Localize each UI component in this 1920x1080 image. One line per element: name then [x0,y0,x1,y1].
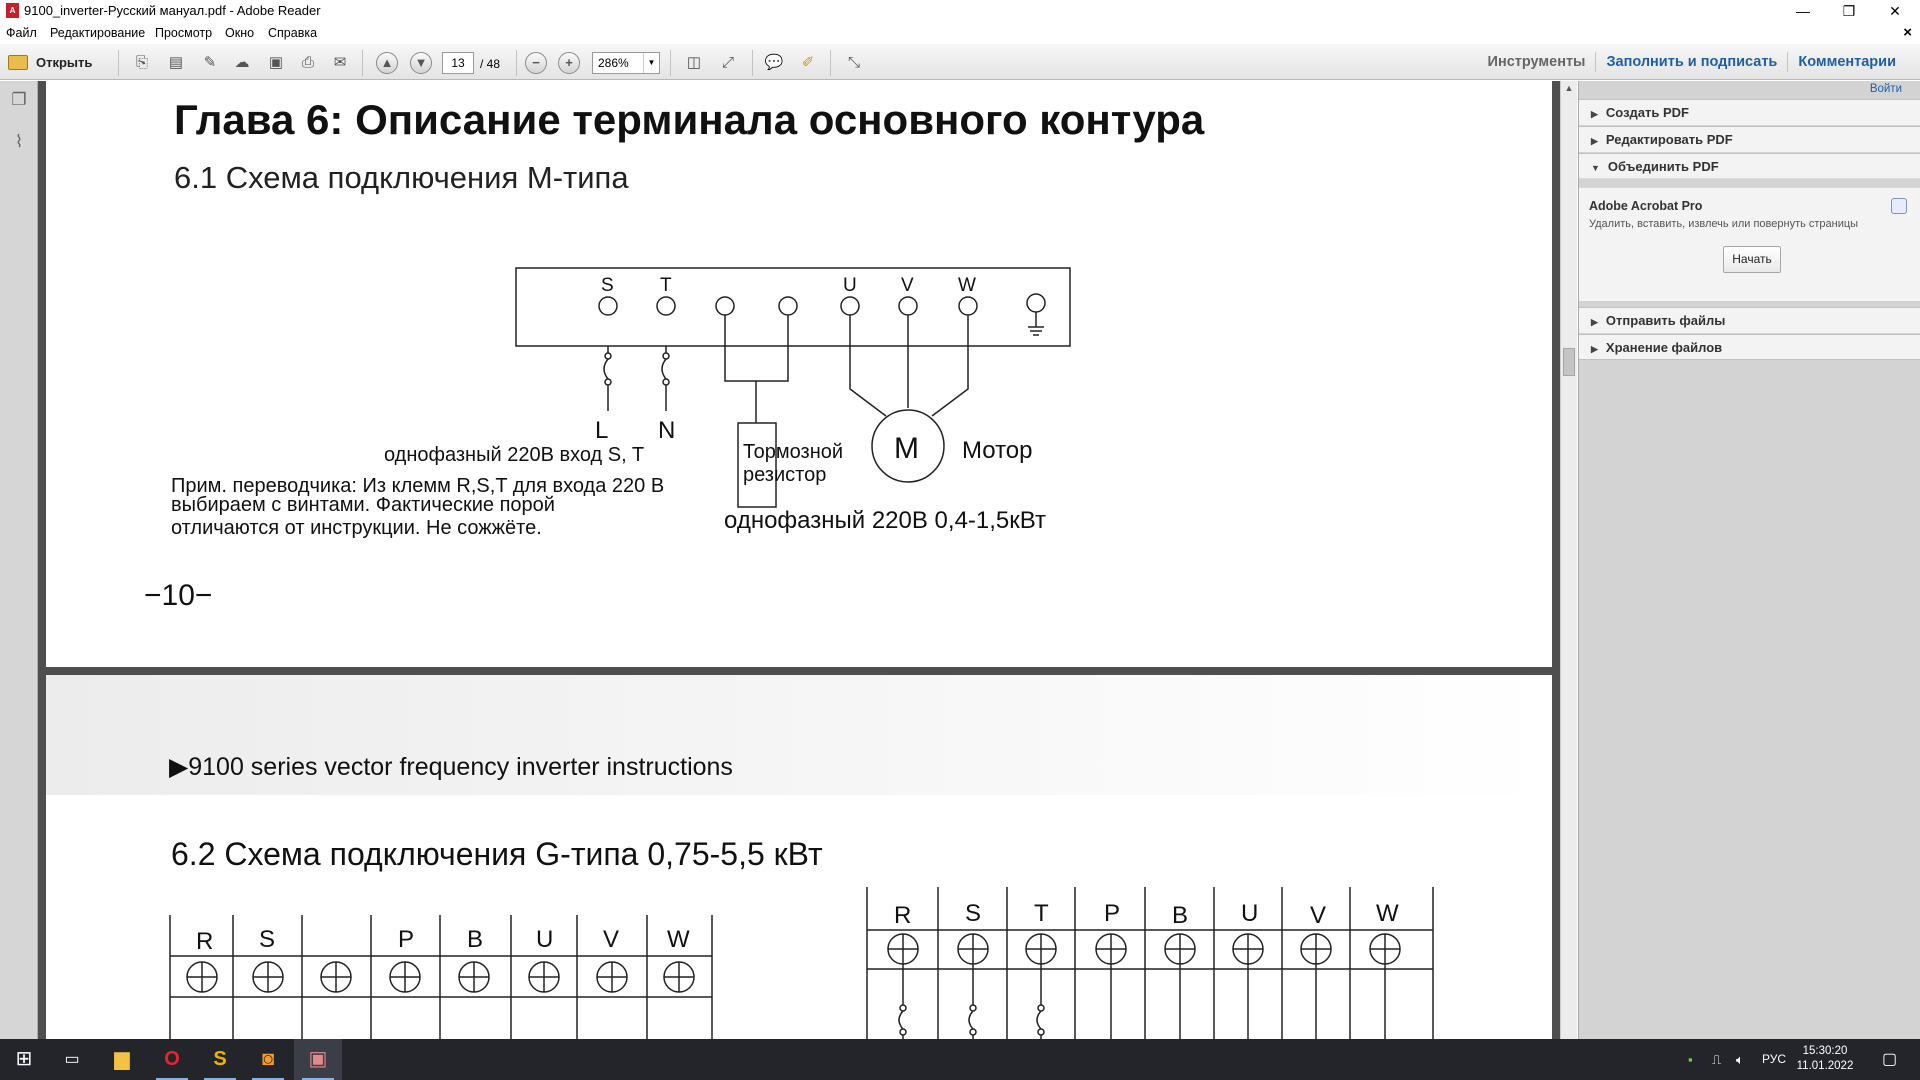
brake-label-1: Тормозной [743,441,844,463]
navigation-pane [0,81,38,1039]
print-icon[interactable]: ⎙ [301,54,314,71]
label-t: T [660,275,672,296]
product-name: Adobe Acrobat Pro [1589,199,1703,213]
zoom-out-icon[interactable]: − [525,52,547,74]
motor-label: Мотор [962,437,1033,464]
terminal-ground [1027,294,1045,312]
chevron-down-icon: ▼ [1591,163,1600,173]
col-header: P [1104,900,1121,927]
start-button[interactable]: Начать [1723,246,1781,273]
page-thumbnails-icon[interactable]: ❐ [11,90,27,109]
section-title: 6.1 Схема подключения M-типа [174,160,629,195]
section-label: Объединить PDF [1607,159,1719,174]
brake-wire [725,315,788,381]
label-w: W [958,275,976,296]
terminal-s [599,297,617,315]
chevron-right-icon: ▶ [1591,344,1598,354]
combine-icon[interactable]: ▤ [168,54,184,71]
switch-contact [605,379,611,385]
fill-sign-link[interactable]: Заполнить и подписать [1606,54,1778,70]
document-close-icon[interactable]: × [1903,24,1912,41]
section-label: Отправить файлы [1605,313,1726,328]
translator-note-1: Прим. переводчика: Из клемм R,S,T для входа 220 В [171,475,665,497]
cloud-upload-icon[interactable]: ☁ [234,54,250,71]
col-header: V [603,926,620,953]
notifications-icon[interactable]: ▢ [1882,1051,1898,1068]
section-label: Редактировать PDF [1605,132,1733,147]
col-header: S [259,926,276,953]
power-note: однофазный 220В 0,4-1,5кВт [724,507,1046,534]
brake-label-2: резистор [743,464,827,486]
zoom-select[interactable] [592,52,660,74]
file-explorer-icon[interactable]: ▆ [114,1048,130,1070]
label-u: U [843,275,857,296]
volume-icon[interactable]: 🔈︎ [1736,1052,1744,1067]
col-header: B [1172,902,1189,929]
motor-wire-u [850,315,886,416]
tools-link[interactable]: Инструменты [1487,54,1586,70]
input-note: однофазный 220В вход S, T [384,444,645,466]
login-link[interactable]: Войти [1869,83,1902,95]
menu-view[interactable]: Просмотр [155,26,213,40]
minimize-button[interactable]: — [1796,3,1810,19]
zoom-in-icon[interactable]: + [558,52,580,74]
highlight-icon[interactable]: ✐ [801,54,815,71]
chevron-right-icon: ▶ [1591,136,1598,146]
tools-panel [1578,81,1920,1039]
menu-edit[interactable]: Редактирование [50,26,146,40]
combine-pdf-content [1579,187,1920,301]
chevron-down-icon[interactable]: ▼ [643,53,659,73]
pdf-icon: A [6,3,19,18]
chevron-right-icon: ▶ [1591,317,1598,327]
terminal-t [657,297,675,315]
taskbar [0,1039,1920,1080]
opera-icon[interactable]: O [148,1039,196,1080]
comments-link[interactable]: Комментарии [1798,54,1896,70]
section-edit-pdf[interactable] [1579,126,1920,152]
comment-icon[interactable]: 💬 [764,54,784,71]
windows-start-icon[interactable]: ⊞ [15,1048,33,1070]
task-view-icon[interactable]: ▭ [64,1051,80,1068]
page-number-input[interactable]: 13 [442,52,474,74]
menu-bar [0,22,1920,44]
label-v: V [901,275,914,296]
menu-help[interactable]: Справка [268,26,318,40]
network-icon[interactable]: ⎍ [1712,1052,1722,1067]
terminal-blank [779,297,797,315]
page-total: / 48 [480,57,501,71]
toolbar-divider [118,50,119,76]
scroll-up-icon[interactable]: ▲ [1564,83,1574,93]
app-s-icon[interactable]: S [196,1039,244,1080]
terminal-table-right [867,887,1433,1039]
label-s: S [601,275,614,296]
menu-file[interactable]: Файл [6,26,37,40]
section-label: Хранение файлов [1605,340,1723,355]
edit-icon[interactable]: ✎ [203,54,217,71]
section-create-pdf[interactable] [1579,99,1920,125]
create-pdf-icon[interactable]: ⎘ [135,54,148,71]
section-title: 6.2 Схема подключения G-типа 0,75-5,5 кВт [171,836,823,872]
switch-contact [663,353,669,359]
expand-icon[interactable]: ⤡ [847,54,860,71]
terminal-v [899,297,917,315]
nvidia-icon[interactable]: ▪ [1688,1052,1693,1067]
section-label: Создать PDF [1605,105,1689,120]
language-indicator[interactable]: РУС [1762,1052,1787,1066]
app-media-icon[interactable]: ◙ [244,1039,292,1080]
col-header: T [1034,900,1049,927]
col-header: U [536,926,554,953]
next-page-icon[interactable]: ▼ [410,52,432,74]
motor-letter: M [894,432,919,465]
zoom-value: 286% [598,56,629,70]
clock-date: 11.01.2022 [1796,1060,1854,1072]
col-header: R [196,928,214,955]
toolbar-divider [830,50,831,76]
chapter-title: Глава 6: Описание терминала основного контура [174,96,1205,143]
close-button[interactable]: ✕ [1889,3,1901,19]
col-header: B [467,926,484,953]
restore-button[interactable]: ❐ [1842,3,1856,19]
vertical-scrollbar[interactable] [1560,81,1577,1039]
col-header: S [965,900,982,927]
col-header: V [1310,902,1327,929]
toolbar [0,44,1920,80]
folder-icon [8,55,28,70]
page-number: −10− [144,579,213,612]
menu-window[interactable]: Окно [225,26,255,40]
save-icon[interactable]: ▣ [268,54,284,71]
toolbar-divider [752,50,753,76]
open-button[interactable] [8,50,92,76]
chevron-right-icon: ▶ [1591,109,1598,119]
window-title: 9100_inverter-Русский мануал.pdf - Adobe Reader [24,3,321,18]
col-header: R [894,902,912,929]
fit-width-icon[interactable]: ⤢ [721,54,734,71]
clock-time: 15:30:20 [1802,1045,1848,1057]
section-file-storage[interactable] [1579,334,1920,360]
series-header: ▶9100 series vector frequency inverter instructions [169,753,733,781]
title-bar [0,0,1920,22]
page-content [46,675,1552,1039]
product-description: Удалить, вставить, извлечь или повернуть страницы [1589,218,1859,230]
toolbar-divider [362,50,363,76]
attachments-icon[interactable]: ⌇ [14,132,24,151]
terminal-w [959,297,977,315]
motor-wire-w [932,315,968,416]
translator-note-2: выбираем с винтами. Фактические порой [171,494,555,516]
email-icon[interactable]: ✉ [333,54,347,71]
switch-contact [605,353,611,359]
pdf-page [46,675,1552,1039]
terminal-u [841,297,859,315]
section-combine-pdf[interactable] [1579,153,1920,179]
terminal-blank [716,297,734,315]
fit-page-icon[interactable]: ◫ [686,54,702,71]
toolbar-right-links [1478,44,1906,80]
terminal-table-left [170,915,712,1039]
prev-page-icon[interactable]: ▲ [376,52,398,74]
col-header: W [667,926,690,953]
clock[interactable] [1790,1044,1860,1074]
toolbar-divider [670,50,671,76]
pdf-page [46,81,1552,667]
toolbar-divider [516,50,517,76]
label-n: N [658,417,676,444]
section-send-files[interactable] [1579,307,1920,333]
scrollbar-thumb[interactable] [1563,348,1575,376]
switch-contact [663,379,669,385]
document-view[interactable] [38,81,1560,1039]
adobe-reader-taskbar-icon[interactable]: ▣ [294,1039,342,1080]
page-content [46,81,1552,667]
col-header: U [1241,900,1259,927]
open-label: Открыть [36,55,93,70]
translator-note-3: отличаются от инструкции. Не сожжёте. [171,517,542,539]
col-header: W [1376,900,1399,927]
col-header: P [398,926,415,953]
label-l: L [595,417,609,444]
info-icon[interactable] [1891,198,1907,214]
